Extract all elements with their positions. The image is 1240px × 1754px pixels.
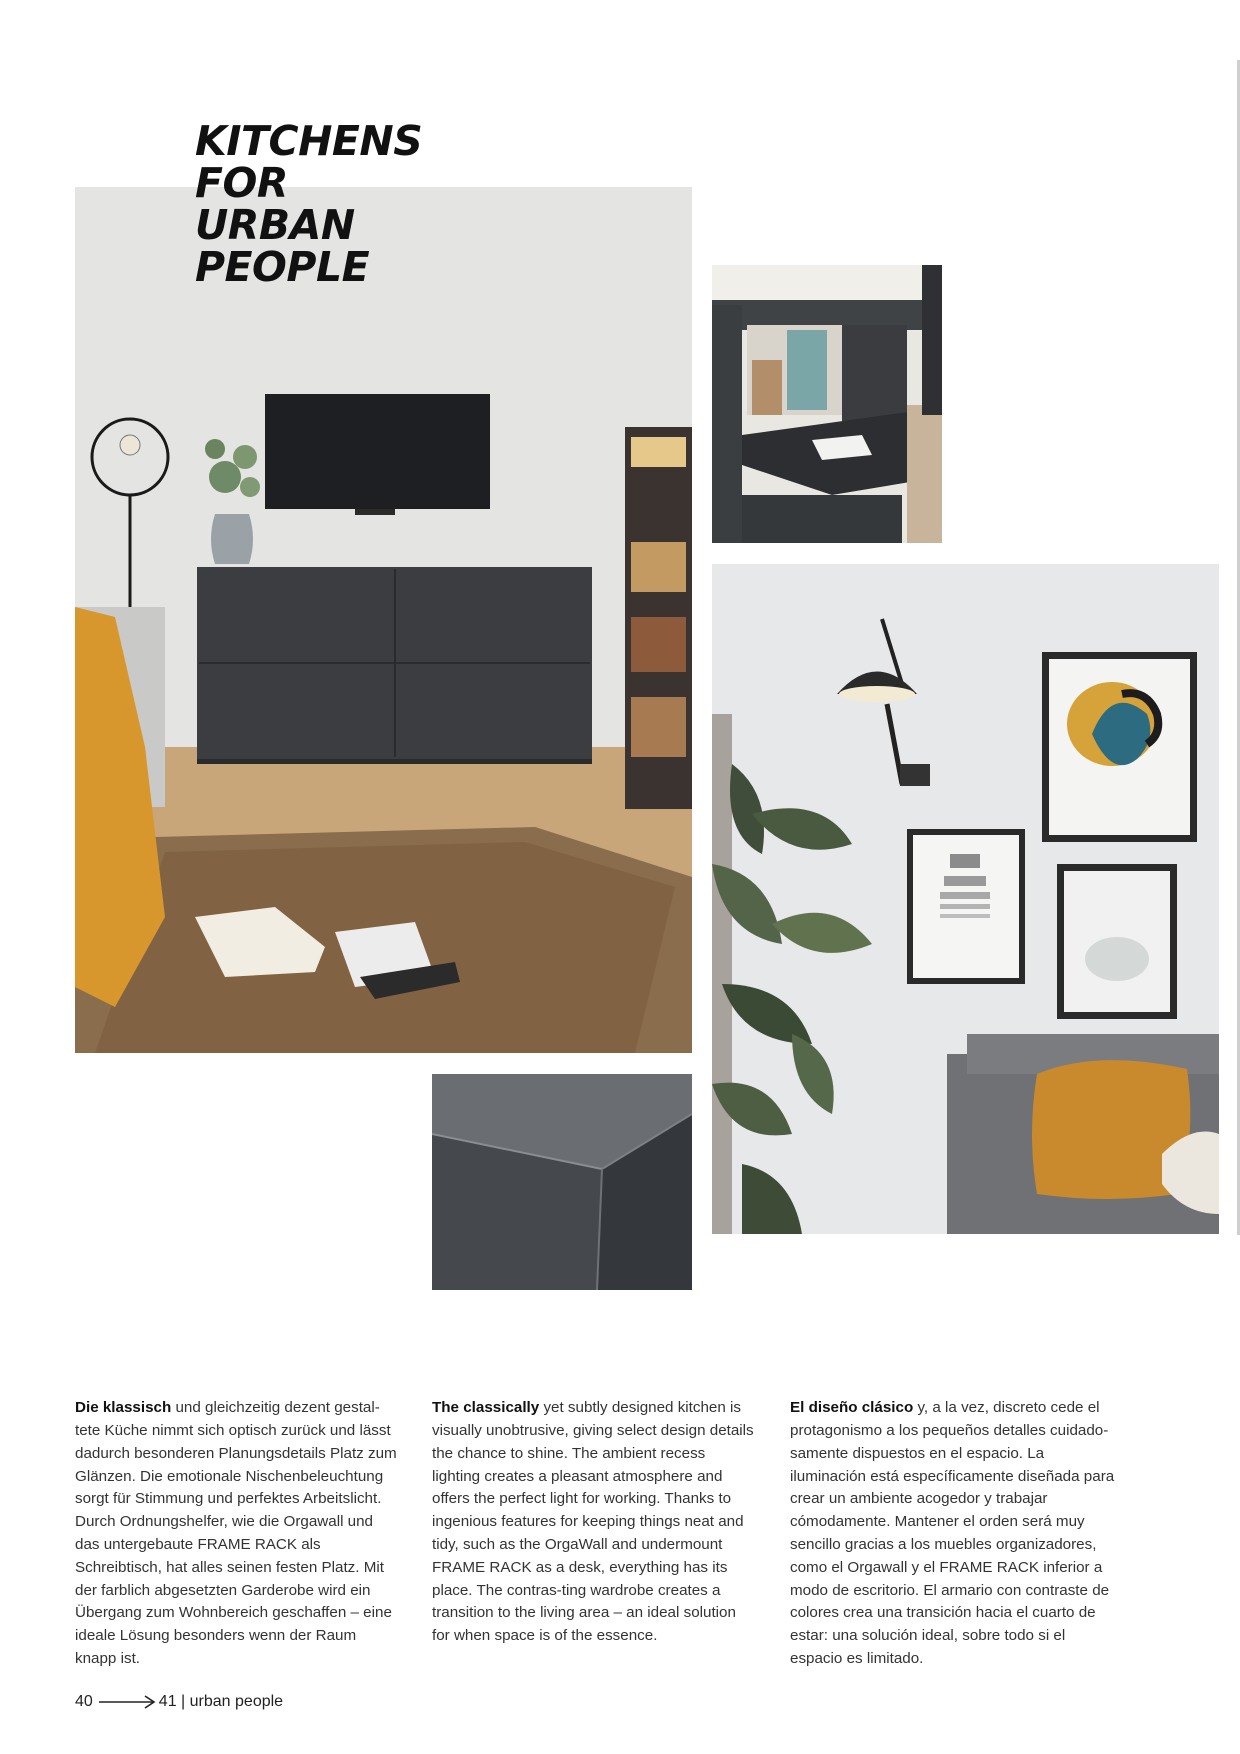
section-label: | urban people [181, 1693, 284, 1710]
text-column-de-body: und gleichzeitig dezent gestal-tete Küche nimmt sich optisch zurück und lässt dadurch besonderen Planungsdetails Platz zum Glänzen. Die emotionale Nischenbeleuchtung sorgt für Stimmung und perfektes Arbeitslicht. Durch Ordnungshelfer, wie die Orgawall und das untergebaute FRAME RACK als Schreibtisch, hat alles seinen festen Platz. Mit der farblich abgesetzten Garderobe wird ein Übergang zum Wohnbereich geschaffen – eine ideale Lösung besonders wenn der Raum knapp ist. [75, 1399, 397, 1667]
arrow-right-icon [99, 1695, 157, 1709]
headline-line-3: URBAN [195, 201, 355, 249]
text-column-es-body: y, a la vez, discreto cede el protagonismo a los pequeños detalles cuidado-samente dispuestos en el espacio. La iluminación está específicamente diseñada para crear un ambiente acogedor y trabajar cómodamente. Mantener el orden será muy sencillo gracias a los muebles organizadores, como el Orgawall y el FRAME RACK inferior a modo de escritorio. El armario con contraste de colores crea una transición hacia el cuarto de estar: una solución ideal, sobre todo si el espacio es limitado. [790, 1399, 1115, 1667]
text-column-en [432, 1397, 757, 1648]
text-column-de [75, 1397, 400, 1671]
page-number-end: 41 [158, 1693, 177, 1710]
text-column-en-body: yet subtly designed kitchen is visually unobtrusive, giving select design details the chance to shine. The ambient recess lighting creates a pleasant atmosphere and offers the perfect light for working. Thanks to ingenious features for keeping things neat and tidy, such as the OrgaWall and undermount FRAME RACK as a desk, everything has its place. The contras-ting wardrobe creates a transition to the living area – an ideal solution for when space is of the essence. [432, 1399, 754, 1645]
text-column-de-lead: Die klassisch [75, 1399, 172, 1417]
text-column-en-lead: The classically [432, 1399, 540, 1417]
headline-line-2: FOR [195, 159, 288, 207]
main-photo [75, 187, 692, 1053]
page-number-start: 40 [75, 1693, 93, 1710]
headline [195, 117, 423, 291]
desk-photo [712, 265, 942, 543]
detail-photo [432, 1074, 692, 1290]
text-column-es [790, 1397, 1115, 1671]
headline-line-1: KITCHENS [195, 117, 423, 165]
page-footer [75, 1693, 283, 1711]
wall-photo [712, 564, 1219, 1234]
text-column-es-lead: El diseño clásico [790, 1399, 914, 1417]
headline-line-4: PEOPLE [195, 243, 370, 291]
